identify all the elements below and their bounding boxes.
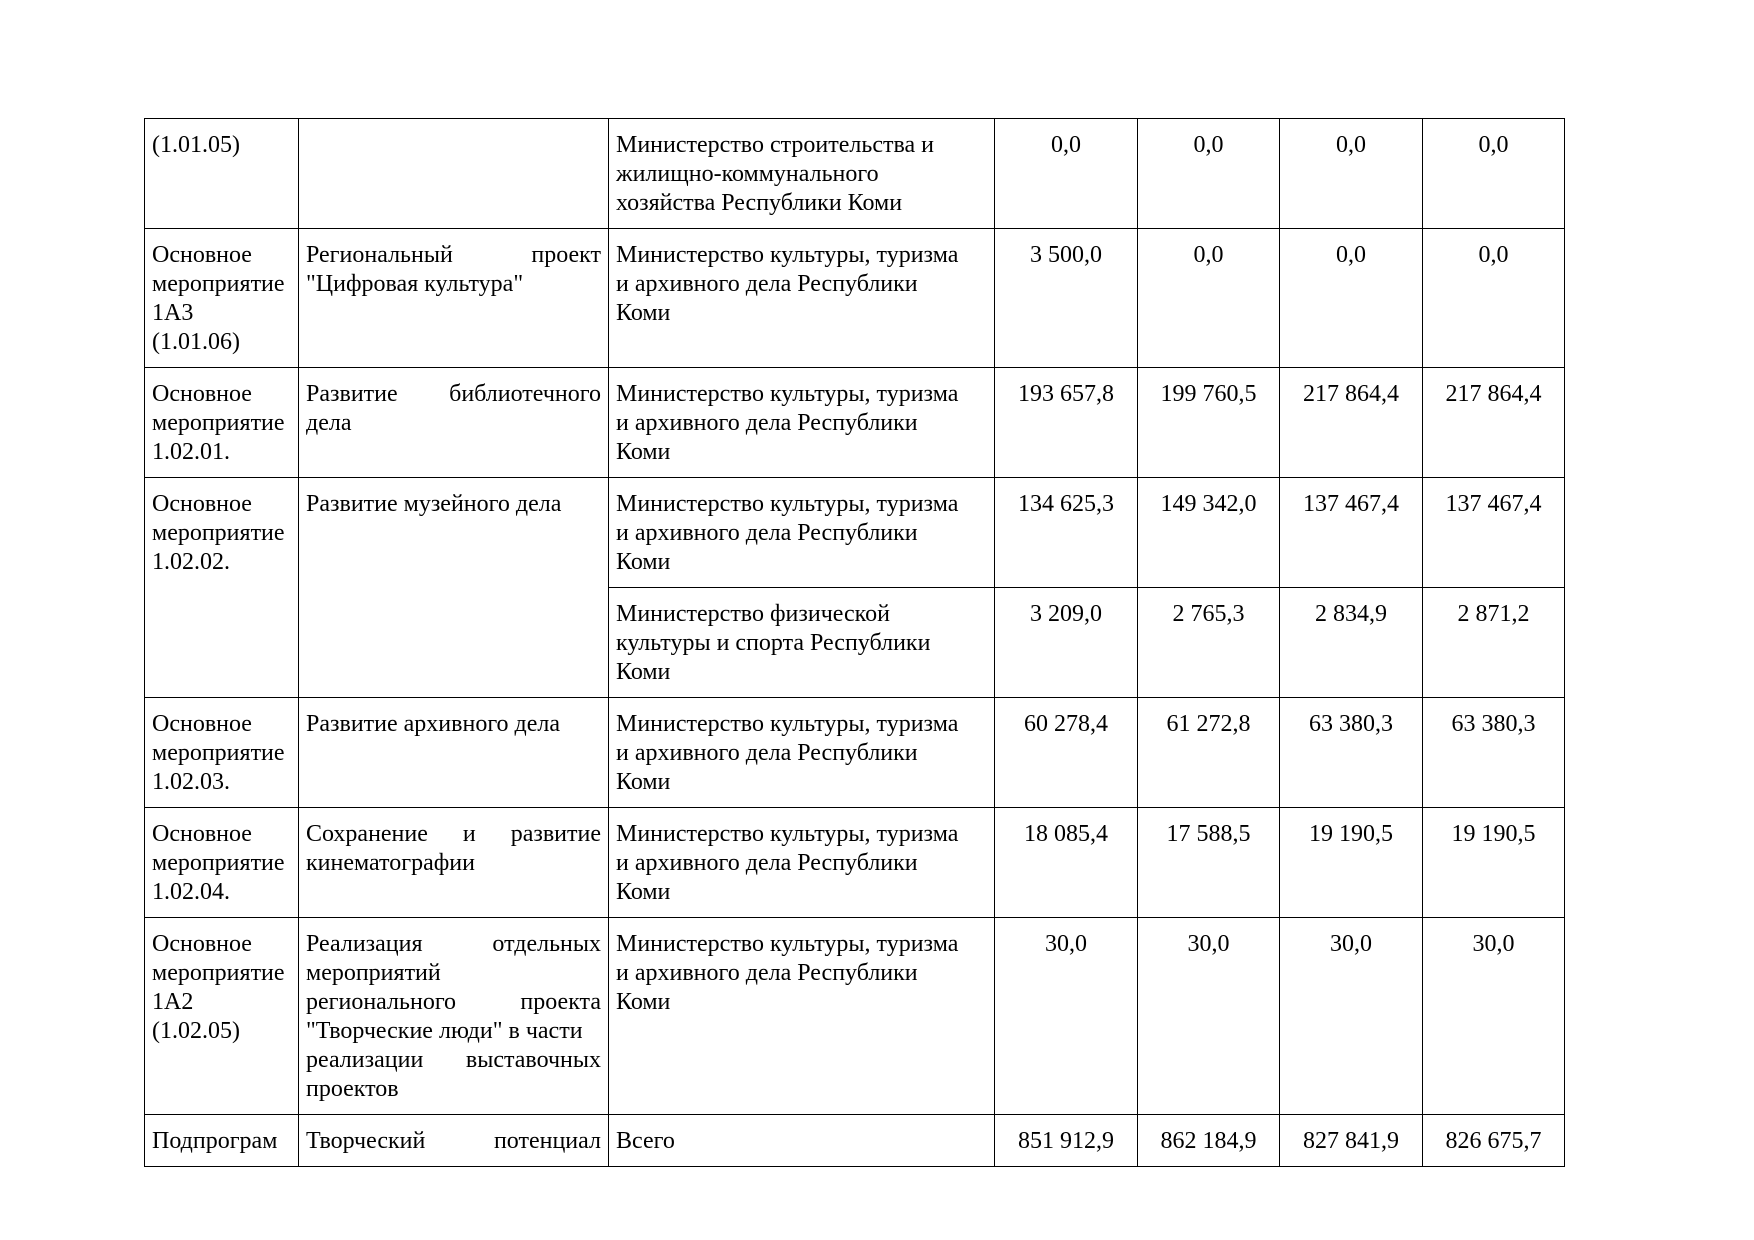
org-line: и архивного дела Республики [616, 850, 918, 876]
responsible-org-cell [609, 229, 995, 368]
org-line: и архивного дела Республики [616, 740, 918, 766]
name-word: Сохранение [306, 821, 428, 847]
name-word: реализации [306, 1047, 424, 1073]
code-line: 1А3 [152, 300, 194, 326]
value-cell: 19 190,5 [1280, 808, 1423, 918]
code-line: Основное [152, 711, 252, 737]
value-cell: 63 380,3 [1280, 698, 1423, 808]
org-line: Коми [616, 549, 671, 575]
code-line: Основное [152, 242, 252, 268]
responsible-org-cell [609, 119, 995, 229]
table-row [145, 478, 1565, 588]
value-cell: 63 380,3 [1423, 698, 1565, 808]
budget-table [144, 118, 1565, 1167]
org-line: и архивного дела Республики [616, 271, 918, 297]
value-cell: 2 871,2 [1423, 588, 1565, 698]
value-cell: 862 184,9 [1138, 1115, 1280, 1167]
activity-code-cell [145, 119, 299, 229]
name-line: Развитие архивного дела [306, 711, 561, 737]
name-word: развитие [510, 821, 601, 847]
org-line: Министерство физической [616, 601, 890, 627]
code-line: мероприятие [152, 271, 285, 297]
org-line: Министерство культуры, туризма [616, 381, 959, 407]
org-line: и архивного дела Республики [616, 410, 918, 436]
value-cell: 0,0 [1280, 229, 1423, 368]
responsible-org-cell [609, 368, 995, 478]
table-row [145, 119, 1565, 229]
code-line: 1А2 [152, 989, 194, 1015]
code-line: мероприятие [152, 850, 285, 876]
code-line: (1.02.05) [152, 1018, 240, 1044]
name-line [306, 241, 601, 270]
code-line: (1.01.06) [152, 329, 240, 355]
code-line: мероприятие [152, 740, 285, 766]
value-cell: 2 765,3 [1138, 588, 1280, 698]
code-line: 1.02.01. [152, 439, 230, 465]
name-word: и [462, 821, 476, 847]
org-line: Министерство культуры, туризма [616, 242, 959, 268]
activity-code-cell [145, 1115, 299, 1167]
responsible-org-cell [609, 808, 995, 918]
activity-code-cell [145, 808, 299, 918]
value-cell: 3 500,0 [995, 229, 1138, 368]
org-line: Министерство культуры, туризма [616, 711, 959, 737]
name-word: библиотечного [449, 381, 601, 407]
activity-code-cell [145, 918, 299, 1115]
name-line: "Творческие люди" в части [306, 1018, 583, 1044]
code-line: Основное [152, 491, 252, 517]
table-row [145, 808, 1565, 918]
table-row [145, 229, 1565, 368]
code-line: Основное [152, 821, 252, 847]
responsible-org-cell [609, 698, 995, 808]
org-line: хозяйства Республики Коми [616, 190, 903, 216]
activity-code-cell [145, 698, 299, 808]
activity-code-cell [145, 368, 299, 478]
name-line [306, 820, 601, 849]
org-line: Коми [616, 769, 671, 795]
value-cell: 134 625,3 [995, 478, 1138, 588]
table-row [145, 1115, 1565, 1167]
value-cell: 826 675,7 [1423, 1115, 1565, 1167]
name-word: Развитие [306, 381, 398, 407]
org-line: Министерство культуры, туризма [616, 931, 959, 957]
name-word: Реализация [306, 931, 423, 957]
activity-name-cell [299, 229, 609, 368]
code-line: 1.02.04. [152, 879, 230, 905]
activity-name-cell [299, 478, 609, 698]
name-line: "Цифровая культура" [306, 271, 524, 297]
name-line: дела [306, 410, 352, 436]
name-word: проект [531, 242, 601, 268]
value-cell: 61 272,8 [1138, 698, 1280, 808]
org-line: Министерство культуры, туризма [616, 821, 959, 847]
value-cell: 0,0 [995, 119, 1138, 229]
value-cell: 19 190,5 [1423, 808, 1565, 918]
org-line: Всего [616, 1128, 675, 1154]
value-cell: 827 841,9 [1280, 1115, 1423, 1167]
activity-name-cell [299, 368, 609, 478]
responsible-org-cell [609, 588, 995, 698]
org-line: Коми [616, 879, 671, 905]
name-line [306, 1046, 601, 1075]
org-line: Министерство строительства и [616, 132, 934, 158]
value-cell: 0,0 [1423, 119, 1565, 229]
activity-name-cell [299, 698, 609, 808]
value-cell: 2 834,9 [1280, 588, 1423, 698]
name-line: мероприятий [306, 960, 441, 986]
code-line: 1.02.02. [152, 549, 230, 575]
value-cell: 851 912,9 [995, 1115, 1138, 1167]
table-row [145, 918, 1565, 1115]
value-cell: 199 760,5 [1138, 368, 1280, 478]
org-line: культуры и спорта Республики [616, 630, 931, 656]
name-line [306, 930, 601, 959]
value-cell: 60 278,4 [995, 698, 1138, 808]
activity-name-cell [299, 808, 609, 918]
org-line: и архивного дела Республики [616, 520, 918, 546]
responsible-org-cell [609, 918, 995, 1115]
name-word: отдельных [492, 931, 601, 957]
code-line: (1.01.05) [152, 132, 240, 158]
name-word: выставочных [465, 1047, 601, 1073]
value-cell: 30,0 [995, 918, 1138, 1115]
value-cell: 30,0 [1423, 918, 1565, 1115]
name-word: проекта [520, 989, 601, 1015]
name-word: Творческий [306, 1128, 426, 1154]
org-line: Коми [616, 659, 671, 685]
code-line: мероприятие [152, 520, 285, 546]
value-cell: 193 657,8 [995, 368, 1138, 478]
activity-code-cell [145, 229, 299, 368]
value-cell: 3 209,0 [995, 588, 1138, 698]
org-line: Министерство культуры, туризма [616, 491, 959, 517]
activity-name-cell [299, 119, 609, 229]
name-line [306, 1127, 601, 1156]
value-cell: 0,0 [1138, 229, 1280, 368]
value-cell: 17 588,5 [1138, 808, 1280, 918]
name-line [306, 988, 601, 1017]
responsible-org-cell [609, 478, 995, 588]
value-cell: 137 467,4 [1423, 478, 1565, 588]
value-cell: 30,0 [1138, 918, 1280, 1115]
table-row [145, 698, 1565, 808]
code-line: 1.02.03. [152, 769, 230, 795]
org-line: Коми [616, 300, 671, 326]
table-body [145, 119, 1565, 1167]
name-word: регионального [306, 989, 457, 1015]
value-cell: 0,0 [1423, 229, 1565, 368]
code-line: мероприятие [152, 960, 285, 986]
value-cell: 0,0 [1280, 119, 1423, 229]
code-line: мероприятие [152, 410, 285, 436]
code-line: Основное [152, 931, 252, 957]
value-cell: 149 342,0 [1138, 478, 1280, 588]
code-line: Основное [152, 381, 252, 407]
org-line: и архивного дела Республики [616, 960, 918, 986]
name-line: кинематографии [306, 850, 475, 876]
name-line: Развитие музейного дела [306, 491, 562, 517]
name-line: проектов [306, 1076, 399, 1102]
value-cell: 137 467,4 [1280, 478, 1423, 588]
value-cell: 0,0 [1138, 119, 1280, 229]
org-line: Коми [616, 439, 671, 465]
value-cell: 217 864,4 [1280, 368, 1423, 478]
name-word: потенциал [493, 1128, 601, 1154]
table-row [145, 368, 1565, 478]
code-line: Подпрограм [152, 1128, 278, 1154]
name-word: Региональный [306, 242, 453, 268]
responsible-org-cell [609, 1115, 995, 1167]
activity-name-cell [299, 1115, 609, 1167]
org-line: жилищно-коммунального [616, 161, 879, 187]
value-cell: 30,0 [1280, 918, 1423, 1115]
activity-code-cell [145, 478, 299, 698]
value-cell: 217 864,4 [1423, 368, 1565, 478]
name-line [306, 380, 601, 409]
value-cell: 18 085,4 [995, 808, 1138, 918]
org-line: Коми [616, 989, 671, 1015]
activity-name-cell [299, 918, 609, 1115]
